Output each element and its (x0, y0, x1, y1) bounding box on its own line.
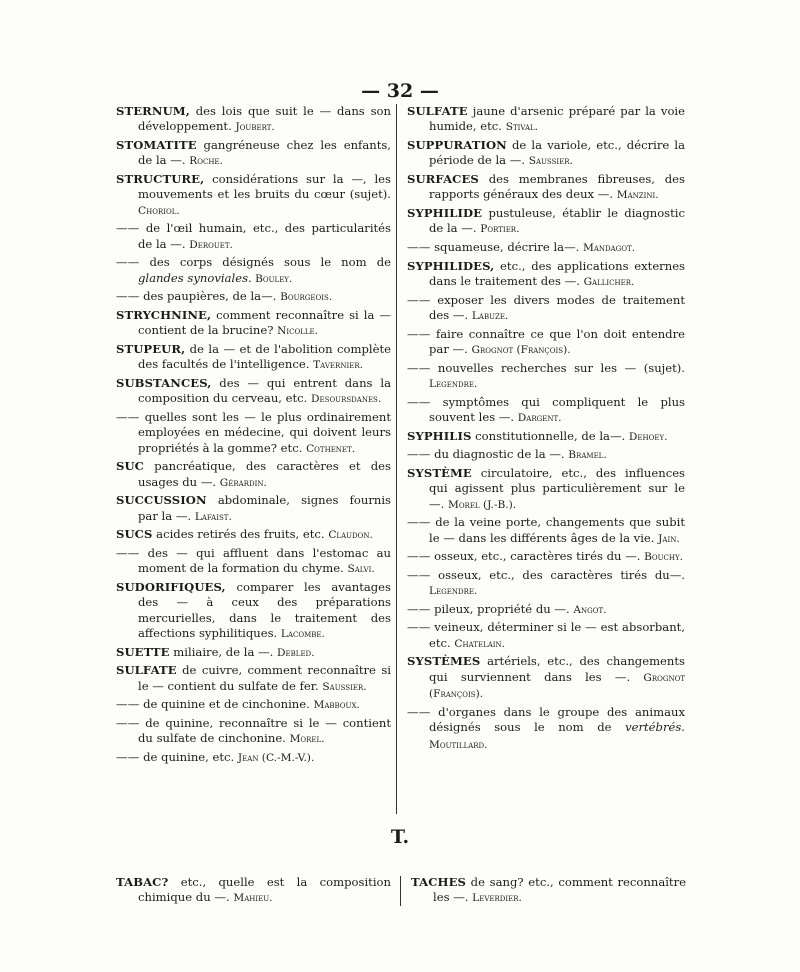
index-entry (407, 447, 685, 463)
entry-author: Derouet. (189, 238, 233, 251)
index-entry (116, 645, 391, 661)
entry-headword: SUDORIFIQUES, (116, 580, 226, 594)
entry-text: osseux, etc., des caractères tirés du—. (430, 567, 685, 582)
entry-headword: —— (116, 697, 140, 712)
entry-author: Joubert. (235, 121, 275, 134)
entry-text: symptômes qui compliquent le plus souvent les —. (429, 394, 685, 424)
entry-author: Lacombe. (280, 628, 325, 641)
entry-author: Cothenet. (306, 442, 356, 455)
entry-text: faire connaître ce que l'on doit entendre par —. (429, 326, 685, 356)
entry-text: de la — et de l'abolition complète des facultés de l'intelligence. (138, 342, 391, 372)
index-entry (407, 466, 685, 513)
entry-headword: —— (116, 289, 140, 304)
entry-author: Angot. (573, 603, 607, 616)
entry-text: des membranes fibreuses, des rapports généraux des deux —. (429, 172, 685, 202)
entry-headword: STERNUM, (116, 104, 190, 118)
entry-headword: —— (407, 326, 431, 341)
entry-text: veineux, déterminer si le — est absorbant, etc. (429, 620, 685, 650)
entry-text: etc., des applications externes dans le traitement des —. (429, 258, 685, 288)
entry-author: Legendre. (429, 585, 478, 598)
entry-author: Legendre. (429, 378, 478, 390)
entry-author: Mabboux. (313, 699, 360, 712)
index-entry (407, 361, 685, 393)
entry-headword: SYPHILIDES, (407, 258, 495, 273)
index-entry (116, 342, 391, 374)
entry-author: Bourgeois. (280, 291, 333, 304)
entry-author: Manzini. (616, 189, 659, 202)
index-entry (407, 293, 685, 325)
index-entry (407, 327, 685, 359)
index-entry (407, 172, 685, 204)
entry-italic-term: glandes synoviales. (138, 270, 252, 285)
entry-author: Claudon. (328, 529, 373, 542)
entry-text: de sang? etc., comment reconnaître les —. (433, 875, 686, 905)
entry-headword: —— (116, 255, 140, 270)
section-letter: T. (390, 826, 410, 848)
entry-headword: —— (407, 620, 431, 635)
entry-headword: STRUCTURE, (116, 172, 205, 186)
entry-headword: —— (407, 240, 431, 254)
entry-author: Bouchy. (644, 551, 683, 564)
entry-text: abdominale, signes fournis par la —. (138, 493, 391, 523)
entry-headword: SYSTÈMES (407, 654, 481, 669)
entry-author: Grognot (François). (429, 671, 685, 701)
bottom-left-entry (116, 875, 391, 909)
entry-text: quelles sont les — le plus ordinairement employées en médecine, qui doivent leurs propriétés à la gomme? etc. (138, 410, 391, 455)
entry-text: de cuivre, comment reconnaître si le — contient du sulfate de fer. (138, 663, 391, 693)
index-entry (116, 493, 391, 525)
entry-headword: —— (116, 546, 140, 560)
entry-headword: —— (116, 410, 140, 424)
entry-headword: SUBSTANCES, (116, 376, 212, 390)
entry-headword: —— (407, 601, 431, 616)
column-divider (396, 104, 397, 814)
entry-italic-term: vertébrés. (625, 720, 685, 735)
entry-author: Desoursdanes. (311, 393, 382, 406)
index-entry (116, 716, 391, 748)
index-entry (116, 459, 391, 491)
index-entry (407, 240, 685, 256)
entry-headword: —— (116, 716, 140, 730)
index-entry (407, 568, 685, 600)
index-entry (407, 206, 685, 238)
index-entry (116, 308, 391, 340)
entry-author: Roche. (189, 155, 223, 168)
entry-headword: SUETTE (116, 644, 170, 659)
entry-headword: —— (407, 549, 431, 564)
index-entry (407, 620, 685, 652)
entry-author: Chatelain. (454, 637, 506, 650)
entry-text: gangréneuse chez les enfants, de la —. (138, 138, 391, 168)
entry-author: Tavernier. (313, 359, 363, 372)
entry-text: jaune d'arsenic préparé par la voie humide, etc. (429, 104, 685, 134)
index-entry (116, 546, 391, 578)
entry-author: Dehoey. (628, 430, 668, 443)
index-entry (116, 221, 391, 253)
bottom-column-divider (400, 876, 401, 906)
entry-author: Lafaist. (194, 510, 232, 523)
index-entry (116, 289, 391, 305)
bottom-right-entry (411, 875, 686, 909)
entry-headword: TACHES (411, 875, 466, 889)
entry-text: pileux, propriété du —. (430, 601, 574, 616)
entry-headword: SUC (116, 459, 145, 474)
entry-author: Bramel. (568, 449, 607, 462)
entry-author: Morel (J.-B.). (447, 498, 517, 511)
entry-headword: —— (407, 292, 431, 307)
entry-text: du diagnostic de la —. (430, 447, 569, 462)
index-entry (407, 549, 685, 565)
index-entry (407, 395, 685, 427)
entry-headword: —— (116, 750, 140, 764)
entry-headword: STOMATITE (116, 138, 197, 152)
entry-text: de la veine porte, changements que subit le — dans les différents âges de la vie. (429, 515, 685, 545)
entry-text: considérations sur la —, les mouvements et les bruits du cœur (sujet). (138, 172, 391, 202)
entry-author: Saussier. (322, 680, 367, 693)
entry-headword: SULFATE (407, 104, 468, 118)
entry-headword: —— (407, 515, 431, 530)
entry-text: exposer les divers modes de traitement des —. (429, 292, 685, 322)
entry-text: des corps désignés sous le nom de (139, 255, 391, 270)
entry-text: de la variole, etc., décrire la période de la —. (429, 138, 685, 168)
entry-author: Debled. (277, 646, 315, 659)
index-entry (116, 697, 391, 713)
entry-headword: SUCS (116, 527, 153, 542)
entry-author: Gérardin. (219, 476, 267, 489)
entry-headword: —— (407, 567, 431, 582)
entry-author: Morel. (289, 733, 325, 746)
index-entry (116, 580, 391, 643)
entry-author: Jain. (658, 532, 680, 545)
index-entry (407, 138, 685, 170)
entry-text: des paupières, de la—. (139, 289, 281, 304)
entry-headword: SUPPURATION (407, 138, 507, 152)
index-entry (407, 104, 685, 136)
index-entry (116, 104, 391, 136)
index-entry (116, 172, 391, 219)
entry-headword: STUPEUR, (116, 342, 186, 356)
entry-author: Mahieu. (233, 892, 273, 905)
entry-headword: SYPHILIS (407, 428, 472, 443)
entry-author: Salvi. (347, 563, 375, 576)
entry-text: pancréatique, des caractères et des usages du —. (138, 459, 391, 489)
entry-text: nouvelles recherches sur les — (sujet). (430, 360, 685, 375)
entry-text: comparer les avantages des — à ceux des préparations mercurielles, dans le traitement des affections syphilitiques. (138, 580, 391, 641)
page-number: — 32 — (361, 80, 439, 102)
index-entry (116, 663, 391, 695)
index-entry (407, 515, 685, 547)
entry-author: Stival. (505, 121, 539, 134)
entry-headword: —— (407, 704, 431, 719)
entry-text: etc., quelle est la composition chimique du —. (138, 875, 391, 905)
entry-headword: —— (407, 360, 431, 375)
index-entry (116, 750, 391, 766)
entry-author: Saussier. (528, 155, 573, 168)
entry-text: circulatoire, etc., des influences qui agissent plus particulièrement sur le —. (429, 465, 685, 511)
entry-author: Choriol. (138, 204, 180, 217)
entry-headword: SULFATE (116, 663, 177, 678)
entry-text: de quinine et de cinchonine. (139, 697, 314, 712)
right-column (407, 104, 685, 755)
left-column (116, 104, 391, 769)
entry-headword: —— (116, 221, 140, 236)
index-entry (116, 376, 391, 408)
entry-author: Nicolle. (277, 325, 319, 338)
index-entry (407, 602, 685, 618)
entry-author: Moutillard. (429, 738, 488, 751)
entry-text: d'organes dans le groupe des animaux désignés sous le nom de (429, 704, 685, 735)
entry-author: Portier. (480, 223, 520, 236)
entry-text: de l'œil humain, etc., des particularités de la —. (138, 221, 391, 251)
index-entry (407, 705, 685, 753)
entry-text: pustuleuse, établir le diagnostic de la —. (429, 206, 685, 236)
entry-author: Bouley. (251, 272, 293, 285)
entry-text: squameuse, décrire la—. (430, 240, 584, 254)
entry-headword: SYSTÈME (407, 465, 472, 480)
entry-author: Labuze. (471, 310, 509, 322)
entry-headword: SYPHILIDE (407, 206, 483, 220)
entry-text: de quinine, reconnaître si le — contient du sulfate de cinchonine. (138, 716, 391, 746)
entry-headword: —— (407, 447, 431, 462)
entry-text: acides retirés des fruits, etc. (152, 527, 329, 542)
entry-text: artériels, etc., des changements qui surviennent dans les —. (429, 654, 685, 684)
index-entry (407, 654, 685, 702)
entry-author: Grognot (François). (471, 344, 571, 356)
index-entry (407, 259, 685, 291)
entry-text: miliaire, de la —. (169, 644, 278, 659)
entry-text: constitutionnelle, de la—. (471, 428, 629, 443)
entry-text: osseux, etc., caractères tirés du —. (430, 549, 645, 564)
entry-text: des — qui entrent dans la composition du cerveau, etc. (138, 376, 391, 406)
entry-author: Jean (C.-M.-V.). (237, 752, 315, 764)
entry-text: des — qui affluent dans l'estomac au moment de la formation du chyme. (138, 546, 391, 576)
entry-author: Mandagot. (583, 242, 636, 254)
entry-author: Leverdier. (472, 892, 522, 905)
entry-headword: SURFACES (407, 172, 479, 186)
entry-text: comment reconnaître si la — contient de la brucine? (138, 308, 391, 338)
index-entry (116, 410, 391, 457)
entry-text: de quinine, etc. (139, 750, 238, 764)
entry-headword: STRYCHNINE, (116, 308, 212, 322)
entry-text: des lois que suit le — dans son développement. (138, 104, 391, 134)
index-entry (116, 138, 391, 170)
entry-headword: SUCCUSSION (116, 493, 207, 508)
entry-headword: —— (407, 394, 431, 409)
index-entry (116, 255, 391, 287)
entry-author: Dargent. (517, 412, 562, 424)
index-entry (116, 527, 391, 543)
entry-headword: TABAC? (116, 875, 169, 889)
entry-author: Gallicher. (583, 276, 635, 288)
index-entry (407, 429, 685, 445)
